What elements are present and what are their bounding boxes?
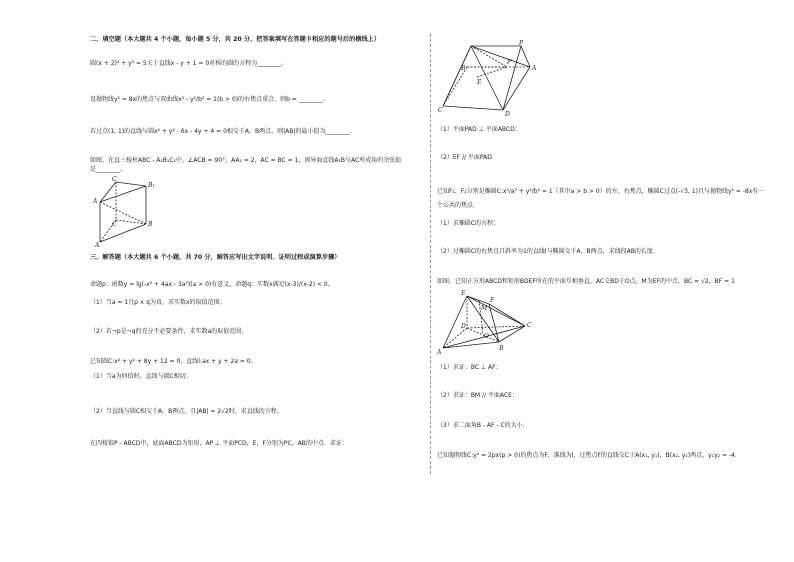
answer-question-2-part2: （2）当直线与圆C相交于A，B两点，且|AB| = 2√2时，求直线的方程。 bbox=[90, 408, 283, 415]
solid-figure bbox=[437, 290, 541, 358]
pyramid-label-c: C bbox=[438, 107, 443, 114]
answer-question-2-part1: （1）当a为何值时，直线与圆C相切； bbox=[90, 373, 192, 380]
fill-question-2: 设抛物线y² = 8x的焦点与双曲线x² - y²/b² = 1(b > 0)的右焦点重合，则b = ________。 bbox=[90, 96, 329, 103]
solid-label-a: A bbox=[437, 349, 442, 356]
pyramid-label-f: F bbox=[507, 59, 512, 66]
pyramid-label-b: B bbox=[461, 65, 466, 72]
pyramid-part1: （1）平面PAD ⊥ 平面ABCD； bbox=[437, 126, 521, 133]
pyramid-figure bbox=[437, 40, 547, 116]
section3-heading: 三、解答题（本大题共 6 个小题，共 70 分，解答应写出文字说明、证明过程或演算步骤） bbox=[90, 254, 341, 261]
solid-label-m: M bbox=[481, 305, 488, 312]
prism-label-a: A bbox=[95, 242, 100, 248]
prism-label-c: C bbox=[112, 221, 117, 228]
column-divider bbox=[430, 34, 431, 474]
solid-label-o: O bbox=[484, 333, 489, 340]
solid-label-e: E bbox=[461, 290, 466, 297]
prism-figure bbox=[92, 176, 162, 248]
solid-label-d: D bbox=[461, 323, 466, 330]
answer-question-1-part2: （2）若¬p是¬q的充分不必要条件，求实数a的取值范围。 bbox=[90, 328, 248, 335]
answer-question-2: 已知圆C:x² + y² + 8y + 12 = 0，直线l:ax + y + 2a = 0。 bbox=[90, 358, 257, 365]
pyramid-label-d: D bbox=[505, 111, 510, 116]
fill-question-4: 如图，在直三棱柱ABC - A₁B₁C₁中，∠ACB = 90°，AA₁ = 2，AC = BC = 1，则异面直线A₁B与AC所成角的余弦值 bbox=[90, 157, 402, 164]
fill-question-4-cont: 是________。 bbox=[90, 166, 127, 173]
prism-label-a1: A bbox=[93, 198, 98, 205]
ellipse-part1: （1）求椭圆C的方程； bbox=[437, 220, 500, 227]
ellipse-question-cont: 个公共的焦点． bbox=[437, 202, 480, 209]
prism-label-b1: B₁ bbox=[148, 182, 155, 189]
ellipse-part2: （2）过椭圆C的右焦点且斜率为1的直线l与椭圆交于A、B两点，求线段AB的长度． bbox=[437, 248, 659, 255]
answer-question-3: 在四棱锥P - ABCD中，底面ABCD为矩形，AP ⊥ 平面PCD，E，F分别为PC，AB的中点．求证： bbox=[90, 440, 348, 447]
pyramid-label-p: P bbox=[519, 40, 524, 47]
parabola-question: 已知抛物线C:y² = 2px(p > 0)的焦点为F，准线为l，过焦点F的直线交C于A(x₁, y₁)，B(x₂, y₂)两点，y₁y₂ = -4． bbox=[437, 452, 741, 459]
square-part1: （1）求证：BC ⊥ AF； bbox=[437, 364, 502, 371]
pyramid-part2: （2）EF // 平面PAD． bbox=[437, 154, 498, 161]
ellipse-question: 已知F₁，F₂分别是椭圆C:x²/a² + y²/b² = 1（其中a > b > 0）的左、右焦点，椭圆C过点(-√3, 1)且与抛物线y² = -8x有一 bbox=[437, 188, 765, 195]
solid-label-b: B bbox=[499, 345, 504, 352]
square-question: 如图，已知正方形ABCD和矩形BDEF所在的平面互相垂直，AC交BD于O点，M为EF的中点，BC = √2，BF = 1 bbox=[437, 278, 735, 285]
answer-question-1-part1: （1）当a = 1且p ∧ q为真，求实数x的取值范围； bbox=[90, 299, 226, 306]
fill-question-3: 若过点(1, 1)的直线与圆x² + y² - 6x - 4y + 4 = 0相交于A，B两点，则|AB|的最小值为________。 bbox=[90, 128, 356, 135]
solid-label-c: C bbox=[527, 322, 532, 329]
square-part2: （2）求证：BM // 平面ACE； bbox=[437, 392, 518, 399]
fill-question-1: 圆(x + 2)² + y² = 5关于直线x - y + 1 = 0对称的圆的方程为________。 bbox=[90, 60, 288, 67]
prism-label-c1: C bbox=[112, 176, 117, 183]
square-part3: （3）求二面角B - AF - C的大小． bbox=[437, 422, 529, 429]
section2-heading: 二、填空题（本大题共 4 个小题，每小题 5 分，共 20 分，把答案填写在答题卡相应的题号后的横线上） bbox=[90, 36, 381, 43]
answer-question-1: 命题p：函数y = lg(-x² + 4ax - 3a²)(a > 0)有意义，命题q：实数x满足(x-3)/(x-2) < 0。 bbox=[90, 281, 334, 288]
prism-label-b: B bbox=[148, 221, 153, 228]
pyramid-label-e: E bbox=[477, 79, 482, 86]
solid-label-f: F bbox=[490, 297, 495, 304]
pyramid-label-a: A bbox=[532, 65, 537, 72]
